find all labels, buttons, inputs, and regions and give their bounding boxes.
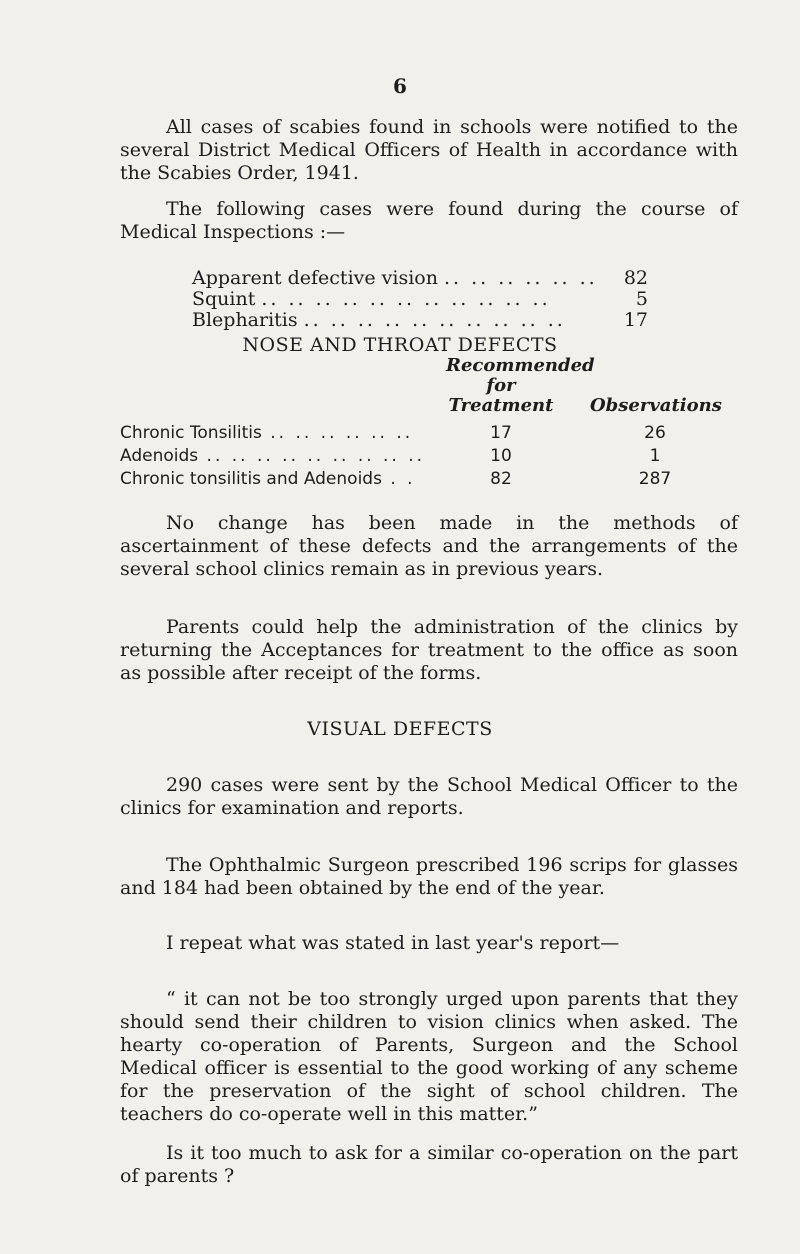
closing-paragraph: Is it too much to ask for a similar co-operation on the part of parents ?: [120, 1142, 738, 1187]
row-label: Adenoids .. .. .. .. .. .. .. .. ..: [120, 446, 426, 466]
inspection-cases-list: [192, 268, 648, 331]
no-change-paragraph: No change has been made in the methods of ascertainment of these defects and the arrangements of the several school clinics remain as in previous years.: [120, 512, 738, 580]
row-label: Chronic tonsilitis and Adenoids . .: [120, 469, 416, 489]
repeat-paragraph: I repeat what was stated in last year's report—: [166, 932, 620, 954]
leader-dots: .. .. .. .. .. ..: [443, 268, 598, 289]
column-header-observations: Observations: [590, 395, 722, 416]
parents-help-paragraph: Parents could help the administration of the clinics by returning the Acceptances for treatment to the office as soon as possible after receipt of the forms.: [120, 616, 738, 684]
following-cases-paragraph: The following cases were found during the course of Medical Inspections :—: [120, 198, 738, 243]
recommended-value: 10: [490, 446, 512, 466]
case-count: 5: [635, 288, 648, 310]
leader-dots: .. .. .. .. .. .. .. .. .. ..: [303, 310, 566, 331]
row-label: Chronic Tonsilitis .. .. .. .. .. ..: [120, 423, 414, 443]
nose-throat-table: [120, 422, 760, 491]
leader-dots: .. .. .. .. .. .. .. .. .. .. ..: [261, 289, 551, 310]
recommended-value: 17: [490, 423, 512, 443]
case-count: 17: [623, 309, 648, 331]
case-count: 82: [623, 267, 648, 289]
ophthalmic-paragraph: The Ophthalmic Surgeon prescribed 196 scrips for glasses and 184 had been obtained by the end of the year.: [120, 854, 738, 899]
observations-value: 1: [649, 446, 661, 466]
list-item: [192, 310, 648, 331]
column-header-recommended: Recommended for Treatment: [446, 355, 595, 416]
observations-value: 287: [638, 469, 672, 489]
case-label: Squint: [192, 288, 256, 310]
list-item: [192, 268, 648, 289]
page-number: 6: [393, 74, 407, 98]
case-label: Blepharitis: [192, 309, 298, 331]
table-row: [120, 422, 760, 445]
quote-paragraph: “ it can not be too strongly urged upon parents that they should send their children to vision clinics when asked. The hearty co-operation of Parents, Surgeon and the School Medical officer is essential to the good working of any scheme for the preservation of the sight of school children. The teachers do co-operate well in this matter.”: [120, 988, 738, 1125]
cases-sent-paragraph: 290 cases were sent by the School Medical Officer to the clinics for examination and reports.: [120, 774, 738, 819]
table-row: [120, 468, 760, 491]
observations-value: 26: [644, 423, 666, 443]
scabies-paragraph: All cases of scabies found in schools were notified to the several District Medical Officers of Health in accordance with the Scabies Order, 1941.: [120, 116, 738, 184]
case-label: Apparent defective vision: [192, 267, 438, 289]
nose-throat-heading: NOSE AND THROAT DEFECTS: [242, 334, 558, 356]
recommended-value: 82: [490, 469, 512, 489]
table-row: [120, 445, 760, 468]
visual-defects-heading: VISUAL DEFECTS: [307, 718, 493, 740]
list-item: [192, 289, 648, 310]
